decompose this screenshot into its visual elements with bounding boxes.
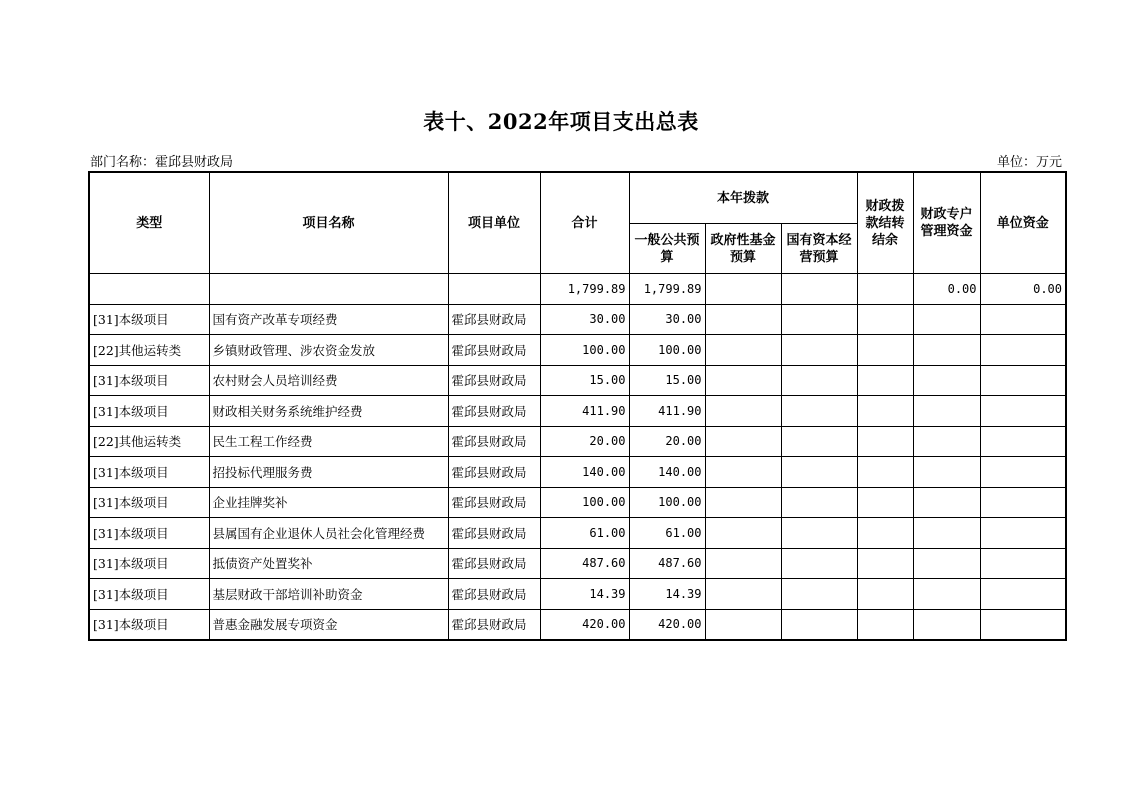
summary-total: 1,799.89 [540, 274, 629, 305]
cell-carryover [857, 335, 913, 366]
cell-state-capital [781, 579, 857, 610]
cell-type: [31]本级项目 [89, 518, 209, 549]
cell-special-fund [913, 579, 980, 610]
cell-special-fund [913, 487, 980, 518]
cell-total: 487.60 [540, 548, 629, 579]
cell-general-budget: 420.00 [629, 609, 705, 640]
cell-carryover [857, 304, 913, 335]
cell-unit: 霍邱县财政局 [448, 426, 540, 457]
cell-gov-fund [705, 304, 781, 335]
cell-name: 抵债资产处置奖补 [209, 548, 448, 579]
cell-special-fund [913, 304, 980, 335]
summary-special-fund: 0.00 [913, 274, 980, 305]
cell-name: 基层财政干部培训补助资金 [209, 579, 448, 610]
cell-unit-fund [980, 396, 1066, 427]
cell-special-fund [913, 426, 980, 457]
cell-unit: 霍邱县财政局 [448, 365, 540, 396]
cell-special-fund [913, 365, 980, 396]
cell-carryover [857, 579, 913, 610]
cell-special-fund [913, 548, 980, 579]
cell-carryover [857, 426, 913, 457]
cell-unit-fund [980, 487, 1066, 518]
cell-gov-fund [705, 579, 781, 610]
cell-unit: 霍邱县财政局 [448, 609, 540, 640]
cell-state-capital [781, 426, 857, 457]
table-row [89, 304, 1066, 335]
cell-total: 140.00 [540, 457, 629, 488]
table-row [89, 396, 1066, 427]
cell-carryover [857, 518, 913, 549]
header-special-fund: 财政专户管理资金 [913, 172, 980, 274]
cell-total: 100.00 [540, 487, 629, 518]
header-carryover: 财政拨款结转结余 [857, 172, 913, 274]
cell-unit-fund [980, 426, 1066, 457]
cell-total: 30.00 [540, 304, 629, 335]
cell-special-fund [913, 396, 980, 427]
cell-type: [22]其他运转类 [89, 426, 209, 457]
cell-gov-fund [705, 609, 781, 640]
cell-type: [31]本级项目 [89, 396, 209, 427]
cell-name: 普惠金融发展专项资金 [209, 609, 448, 640]
cell-unit-fund [980, 609, 1066, 640]
cell-state-capital [781, 487, 857, 518]
cell-gov-fund [705, 518, 781, 549]
cell-unit: 霍邱县财政局 [448, 457, 540, 488]
header-gov-fund: 政府性基金预算 [705, 224, 781, 274]
cell-general-budget: 100.00 [629, 335, 705, 366]
header-name: 项目名称 [209, 172, 448, 274]
table-row [89, 609, 1066, 640]
cell-unit-fund [980, 579, 1066, 610]
cell-type: [31]本级项目 [89, 579, 209, 610]
cell-unit: 霍邱县财政局 [448, 548, 540, 579]
header-type: 类型 [89, 172, 209, 274]
cell-type: [31]本级项目 [89, 609, 209, 640]
table-row [89, 457, 1066, 488]
table-row [89, 335, 1066, 366]
cell-gov-fund [705, 365, 781, 396]
cell-general-budget: 487.60 [629, 548, 705, 579]
cell-special-fund [913, 457, 980, 488]
cell-name: 民生工程工作经费 [209, 426, 448, 457]
cell-gov-fund [705, 396, 781, 427]
table-row [89, 548, 1066, 579]
cell-name: 企业挂牌奖补 [209, 487, 448, 518]
cell-type: [31]本级项目 [89, 487, 209, 518]
cell-total: 100.00 [540, 335, 629, 366]
cell-name: 农村财会人员培训经费 [209, 365, 448, 396]
cell-gov-fund [705, 548, 781, 579]
cell-unit-fund [980, 518, 1066, 549]
cell-total: 15.00 [540, 365, 629, 396]
cell-state-capital [781, 609, 857, 640]
header-unit: 项目单位 [448, 172, 540, 274]
table-row [89, 426, 1066, 457]
cell-general-budget: 15.00 [629, 365, 705, 396]
cell-carryover [857, 609, 913, 640]
summary-unit-fund: 0.00 [980, 274, 1066, 305]
cell-special-fund [913, 609, 980, 640]
department-label: 部门名称：霍邱县财政局 [90, 155, 234, 170]
cell-general-budget: 30.00 [629, 304, 705, 335]
cell-state-capital [781, 304, 857, 335]
cell-gov-fund [705, 335, 781, 366]
cell-general-budget: 411.90 [629, 396, 705, 427]
cell-carryover [857, 396, 913, 427]
cell-unit: 霍邱县财政局 [448, 518, 540, 549]
cell-unit-fund [980, 548, 1066, 579]
cell-state-capital [781, 518, 857, 549]
cell-type: [22]其他运转类 [89, 335, 209, 366]
cell-unit-fund [980, 304, 1066, 335]
cell-name: 招投标代理服务费 [209, 457, 448, 488]
cell-name: 财政相关财务系统维护经费 [209, 396, 448, 427]
cell-name: 乡镇财政管理、涉农资金发放 [209, 335, 448, 366]
cell-type: [31]本级项目 [89, 365, 209, 396]
summary-row [89, 274, 1066, 305]
cell-total: 20.00 [540, 426, 629, 457]
cell-state-capital [781, 548, 857, 579]
unit-label: 单位：万元 [996, 155, 1062, 170]
cell-state-capital [781, 457, 857, 488]
header-total: 合计 [540, 172, 629, 274]
cell-state-capital [781, 396, 857, 427]
cell-total: 411.90 [540, 396, 629, 427]
cell-total: 14.39 [540, 579, 629, 610]
cell-carryover [857, 548, 913, 579]
header-current-year: 本年拨款 [629, 172, 857, 224]
cell-gov-fund [705, 457, 781, 488]
cell-carryover [857, 457, 913, 488]
project-expenditure-table [88, 171, 1067, 641]
cell-unit: 霍邱县财政局 [448, 396, 540, 427]
page-title: 表十、2022年项目支出总表 [423, 109, 699, 134]
header-general-budget: 一般公共预算 [629, 224, 705, 274]
cell-name: 国有资产改革专项经费 [209, 304, 448, 335]
cell-special-fund [913, 518, 980, 549]
table-row [89, 579, 1066, 610]
header-unit-fund: 单位资金 [980, 172, 1066, 274]
cell-type: [31]本级项目 [89, 457, 209, 488]
cell-name: 县属国有企业退休人员社会化管理经费 [209, 518, 448, 549]
cell-unit: 霍邱县财政局 [448, 579, 540, 610]
cell-type: [31]本级项目 [89, 548, 209, 579]
cell-state-capital [781, 365, 857, 396]
cell-unit-fund [980, 457, 1066, 488]
cell-unit-fund [980, 335, 1066, 366]
cell-gov-fund [705, 426, 781, 457]
cell-type: [31]本级项目 [89, 304, 209, 335]
cell-general-budget: 140.00 [629, 457, 705, 488]
cell-general-budget: 20.00 [629, 426, 705, 457]
cell-general-budget: 100.00 [629, 487, 705, 518]
cell-general-budget: 14.39 [629, 579, 705, 610]
cell-gov-fund [705, 487, 781, 518]
cell-unit-fund [980, 365, 1066, 396]
cell-carryover [857, 487, 913, 518]
cell-unit: 霍邱县财政局 [448, 487, 540, 518]
table-row [89, 487, 1066, 518]
summary-general-budget: 1,799.89 [629, 274, 705, 305]
cell-general-budget: 61.00 [629, 518, 705, 549]
cell-unit: 霍邱县财政局 [448, 335, 540, 366]
table-row [89, 518, 1066, 549]
cell-total: 61.00 [540, 518, 629, 549]
cell-total: 420.00 [540, 609, 629, 640]
cell-state-capital [781, 335, 857, 366]
table-row [89, 365, 1066, 396]
header-state-capital: 国有资本经营预算 [781, 224, 857, 274]
cell-special-fund [913, 335, 980, 366]
cell-carryover [857, 365, 913, 396]
cell-unit: 霍邱县财政局 [448, 304, 540, 335]
